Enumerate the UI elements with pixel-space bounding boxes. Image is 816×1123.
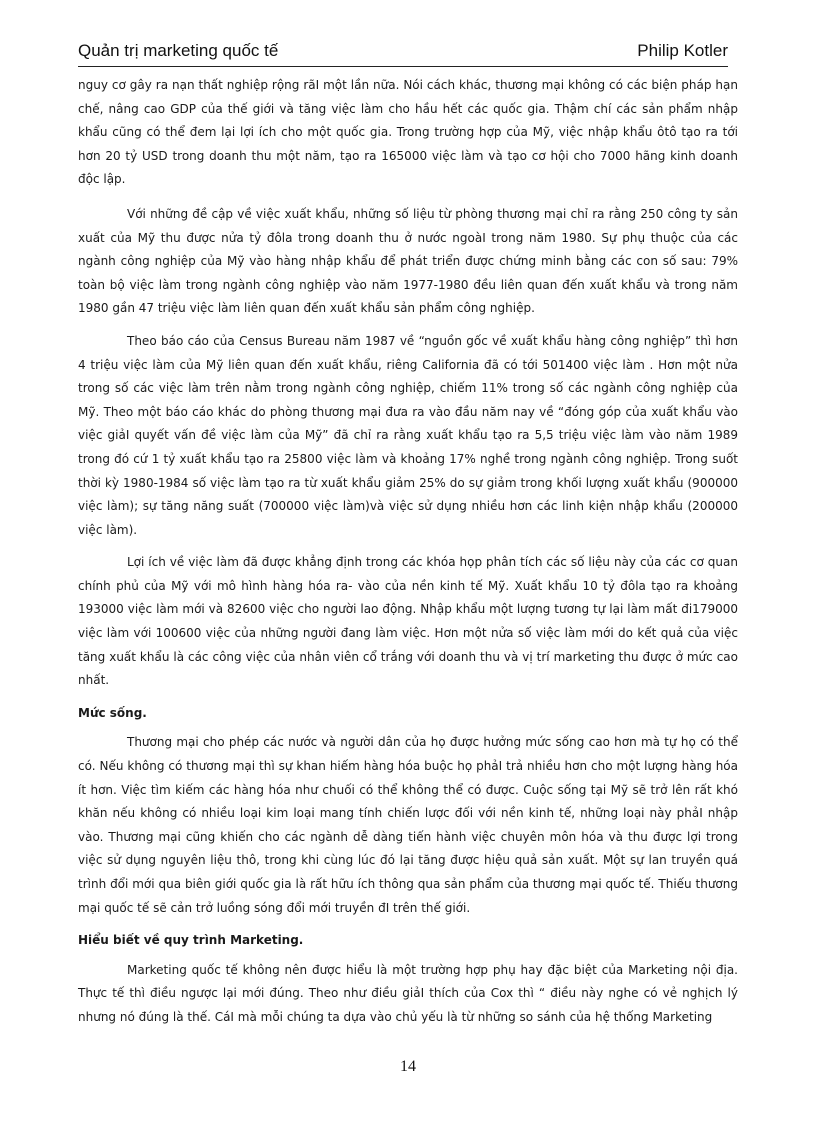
paragraph-2: Với những đề cập về việc xuất khẩu, những số liệu từ phòng thương mại chỉ ra rằng 250 công ty sản xuất của Mỹ thu được nửa tỷ đôla trong doanh thu ở nước ngoàI trong năm 1980. Sự phụ thuộc của các ngành công nghiệp của Mỹ vào hàng nhập khẩu để phát triển được chứng minh bằng các con số sau: 79% toàn bộ việc làm trong ngành công nghiệp vào năm 1977-1980 đều liên quan đến xuất khẩu và trong năm 1980 gần 47 triệu việc làm liên quan đến xuất khẩu sản phẩm công nghiệp. xyxy=(78,206,738,316)
section-heading-living-standard: Mức sống. xyxy=(78,705,147,720)
page-header xyxy=(78,36,728,67)
page-body xyxy=(78,74,738,1039)
paragraph-5: Thương mại cho phép các nước và người dân của họ được hưởng mức sống cao hơn mà tự họ có thể có. Nếu không có thương mại thì sự khan hiếm hàng hóa buộc họ phảI trả nhiều hơn cho một lượng hàng hóa ít hơn. Việc tìm kiếm các hàng hóa như chuối có thể không thể có được. Cuộc sống tại Mỹ sẽ trở lên rất khó khăn nếu không có nhiều loại kim loại mang tính chiến lược đối với nền kinh tế, những loại này phảI nhập vào. Thương mại cũng khiến cho các ngành dễ dàng tiến hành việc chuyên môn hóa và thu được lợi trong việc sử dụng nguyên liệu thô, trong khi cùng lúc đó lại tăng được hiệu quả sản xuất. Một sự lan truyền quá trình đổi mới qua biên giới quốc gia là rất hữu ích thông qua sản phẩm của thương mại quốc tế. Thiếu thương mại quốc tế sẽ cản trở luồng sóng đổi mới truyền đI trên thế giới. xyxy=(78,735,738,915)
page-number: 14 xyxy=(400,1058,416,1075)
paragraph-6: Marketing quốc tế không nên được hiểu là một trường hợp phụ hay đặc biệt của Marketing nội địa. Thực tế thì điều ngược lại mới đúng. Theo như điều giảI thích của Cox thì “ điều này nghe có vẻ nghịch lý nhưng nó đúng là thế. CáI mà mỗi chúng ta dựa vào chủ yếu là từ những so sánh của hệ thống Marketing xyxy=(78,962,738,1024)
paragraph-4: Lợi ích về việc làm đã được khẳng định trong các khóa họp phân tích các số liệu này của các cơ quan chính phủ của Mỹ với mô hình hàng hóa ra- vào của nền kinh tế Mỹ. Xuất khẩu 10 tỷ đôla tạo ra khoảng 193000 việc làm mới và 82600 việc cho người lao động. Nhập khẩu một lượng tương tự lại làm mất đi179000 việc làm với 100600 việc của những người đang làm việc. Hơn một nửa số việc làm mới do kết quả của việc tăng xuất khẩu là các công việc của nhân viên cổ trắng với doanh thu và vị trí marketing thu được ở mức cao nhất. xyxy=(78,555,738,688)
author-name: Philip Kotler xyxy=(637,41,728,60)
section-heading-marketing-process: Hiểu biết về quy trình Marketing. xyxy=(78,933,304,948)
paragraph-3: Theo báo cáo của Census Bureau năm 1987 về “nguồn gốc về xuất khẩu hàng công nghiệp” thì hơn 4 triệu việc làm của Mỹ liên quan đến xuất khẩu, riêng California đã có tới 501400 việc làm . Hơn một nửa trong số các việc làm trên nằm trong ngành công nghiệp, chiếm 11% trong số các ngành công nghiệp của Mỹ. Theo một báo cáo khác do phòng thương mại đưa ra vào đầu năm nay về “đóng góp của xuất khẩu vào việc giảI quyết vấn đề việc làm của Mỹ” đã chỉ ra rằng xuất khẩu tạo ra 5,5 triệu việc làm vào năm 1989 trong đó cứ 1 tỷ xuất khẩu tạo ra 25800 việc làm và khoảng 17% nghề trong ngành công nghiệp. Trong suốt thời kỳ 1980-1984 số việc làm tạo ra từ xuất khẩu giảm 25% do sự giảm trong khối lượng xuất khẩu (900000 việc làm); sự tăng năng suất (700000 việc làm)và việc sử dụng nhiều hơn các linh kiện nhập khẩu (200000 việc làm). xyxy=(78,333,738,537)
paragraph-1: nguy cơ gây ra nạn thất nghiệp rộng rãI một lần nữa. Nói cách khác, thương mại không có các biện pháp hạn chế, nâng cao GDP của thế giới và tăng việc làm cho hầu hết các quốc gia. Thậm chí các sản phẩm nhập khẩu cũng có thể đem lại lợi ích cho một quốc gia. Trong trường hợp của Mỹ, việc nhập khẩu ôtô tạo ra tới hơn 20 tỷ USD trong doanh thu một năm, tạo ra 165000 việc làm và tạo cơ hội cho 7000 hãng kinh doanh độc lập. xyxy=(78,78,738,187)
book-title: Quản trị marketing quốc tế xyxy=(78,41,279,60)
